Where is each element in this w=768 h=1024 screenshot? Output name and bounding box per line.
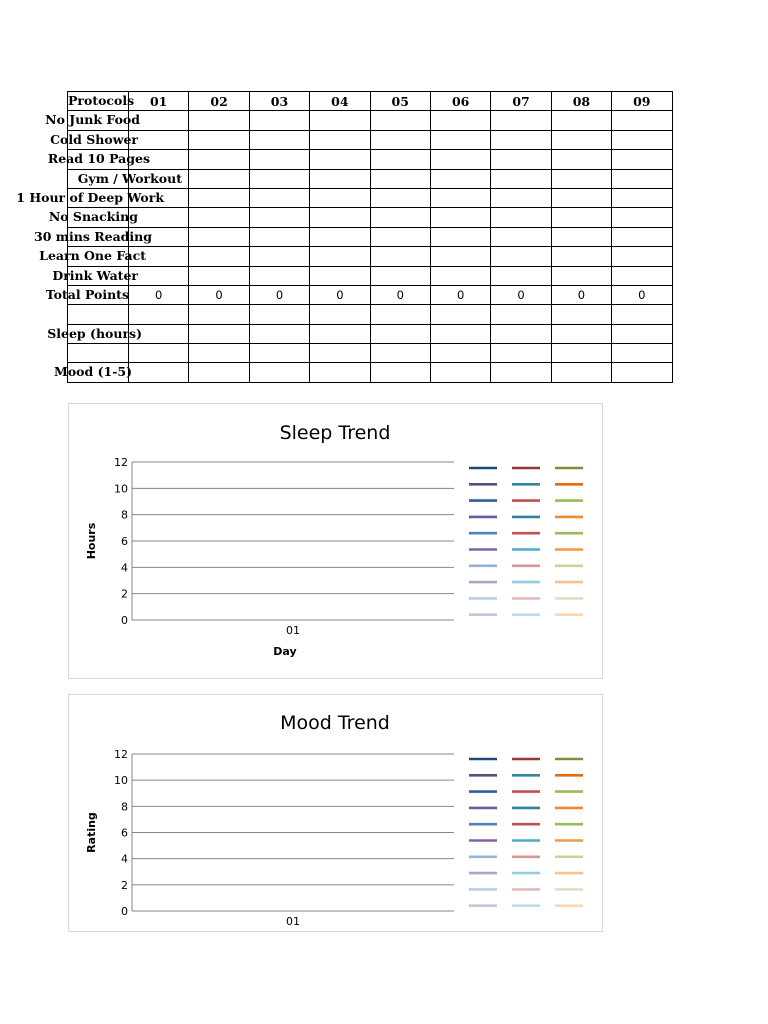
y-tick-label: 0	[121, 614, 128, 627]
row-label-text: Mood (1-5)	[53, 364, 132, 380]
table-row	[68, 111, 673, 130]
x-axis-label: Day	[273, 645, 297, 658]
table-cell[interactable]	[249, 247, 309, 266]
table-header-row	[68, 92, 673, 111]
table-cell[interactable]	[551, 227, 611, 246]
table-cell[interactable]	[370, 227, 430, 246]
table-row	[68, 169, 673, 188]
day-header-03: 03	[249, 92, 309, 111]
table-row	[68, 266, 673, 285]
y-tick-label: 4	[121, 561, 128, 575]
table-cell[interactable]	[189, 227, 249, 246]
table-row	[68, 188, 673, 207]
table-cell[interactable]	[430, 266, 490, 285]
table-cell[interactable]	[189, 324, 249, 343]
day-header-08: 08	[551, 92, 611, 111]
table-cell[interactable]	[310, 247, 370, 266]
table-cell[interactable]	[551, 305, 611, 324]
table-cell[interactable]	[612, 227, 672, 246]
table-cell[interactable]	[249, 130, 309, 149]
table-row	[68, 285, 673, 304]
day-header-04: 04	[310, 92, 370, 111]
y-tick-label: 8	[121, 508, 128, 522]
row-label-text: Learn One Fact	[39, 248, 146, 264]
y-tick-label: 6	[121, 826, 128, 840]
table-cell[interactable]	[612, 208, 672, 227]
table-cell[interactable]	[491, 150, 551, 169]
y-tick-label: 2	[121, 587, 128, 601]
table-cell[interactable]	[612, 247, 672, 266]
table-cell[interactable]	[189, 208, 249, 227]
table-cell[interactable]	[370, 324, 430, 343]
row-label-text: No Junk Food	[45, 112, 140, 128]
row-label	[16, 188, 164, 207]
y-axis-label: Rating	[85, 812, 98, 853]
table-cell[interactable]	[310, 324, 370, 343]
table-cell[interactable]	[491, 344, 551, 363]
table-cell[interactable]	[310, 169, 370, 188]
day-header-01: 01	[129, 92, 189, 111]
table-cell[interactable]	[430, 130, 490, 149]
table-cell[interactable]	[551, 188, 611, 207]
table-cell[interactable]	[189, 169, 249, 188]
row-label-text: Read 10 Pages	[47, 151, 150, 167]
table-cell[interactable]	[491, 111, 551, 130]
table-cell[interactable]	[249, 324, 309, 343]
row-label	[39, 247, 146, 266]
table-cell[interactable]	[370, 130, 430, 149]
table-cell[interactable]	[491, 169, 551, 188]
table-row	[68, 150, 673, 169]
table-cell[interactable]	[612, 188, 672, 207]
table-cell[interactable]	[189, 266, 249, 285]
table-cell[interactable]: 0	[612, 285, 672, 304]
table-cell[interactable]	[612, 130, 672, 149]
chart-svg	[69, 404, 602, 678]
table-cell[interactable]	[430, 324, 490, 343]
table-cell[interactable]	[370, 188, 430, 207]
table-cell[interactable]	[189, 247, 249, 266]
table-cell[interactable]	[551, 130, 611, 149]
table-cell[interactable]	[310, 305, 370, 324]
table-cell[interactable]: 0	[491, 285, 551, 304]
row-label	[52, 266, 138, 285]
x-tick-label: 01	[286, 624, 300, 637]
table-cell[interactable]: 0	[551, 285, 611, 304]
table-cell[interactable]: 0	[430, 285, 490, 304]
y-tick-label: 12	[114, 748, 128, 761]
table-cell[interactable]	[430, 169, 490, 188]
table-cell[interactable]: 0	[370, 285, 430, 304]
table-cell[interactable]: 0	[129, 285, 189, 304]
table-cell[interactable]	[430, 208, 490, 227]
table-cell[interactable]	[249, 266, 309, 285]
table-cell[interactable]	[249, 227, 309, 246]
table-cell[interactable]	[551, 150, 611, 169]
table-cell[interactable]	[370, 344, 430, 363]
chart-svg	[69, 695, 602, 931]
row-label-text: Gym / Workout	[77, 170, 182, 186]
row-label-text: Sleep (hours)	[47, 325, 142, 341]
row-label-text: 30 mins Reading	[34, 228, 152, 244]
table-cell[interactable]	[491, 208, 551, 227]
table-cell[interactable]	[189, 111, 249, 130]
table-cell[interactable]	[310, 188, 370, 207]
day-header-05: 05	[370, 92, 430, 111]
table-cell[interactable]	[491, 227, 551, 246]
table-cell[interactable]	[129, 363, 189, 382]
table-cell[interactable]	[370, 305, 430, 324]
row-label-text: Cold Shower	[50, 131, 138, 147]
chart-title: Mood Trend	[280, 712, 390, 734]
table-cell[interactable]	[370, 266, 430, 285]
protocol-table	[16, 91, 673, 383]
table-cell[interactable]	[310, 111, 370, 130]
table-cell[interactable]	[612, 266, 672, 285]
row-label	[68, 305, 129, 324]
y-tick-label: 10	[114, 774, 128, 788]
table-cell[interactable]	[612, 150, 672, 169]
table-cell[interactable]	[551, 363, 611, 382]
day-header-09: 09	[612, 92, 672, 111]
x-tick-label: 01	[286, 915, 300, 928]
table-cell[interactable]	[249, 169, 309, 188]
table-cell[interactable]	[310, 150, 370, 169]
row-label	[50, 130, 138, 149]
table-cell[interactable]	[491, 324, 551, 343]
table-cell[interactable]	[249, 188, 309, 207]
table-cell[interactable]: 0	[310, 285, 370, 304]
table-cell[interactable]	[189, 305, 249, 324]
table-cell[interactable]	[430, 363, 490, 382]
table-cell[interactable]	[249, 208, 309, 227]
row-label	[34, 227, 152, 246]
table-cell[interactable]	[129, 305, 189, 324]
mood-trend-chart	[68, 694, 603, 932]
table-cell[interactable]	[189, 150, 249, 169]
day-header-07: 07	[491, 92, 551, 111]
row-label	[48, 208, 138, 227]
sleep-trend-chart	[68, 403, 603, 679]
table-row	[68, 227, 673, 246]
table-row	[68, 247, 673, 266]
row-label-text: No Snacking	[48, 209, 138, 225]
table-cell[interactable]: 0	[249, 285, 309, 304]
table-cell[interactable]	[551, 208, 611, 227]
table-cell[interactable]	[310, 130, 370, 149]
table-cell[interactable]	[430, 188, 490, 207]
table-cell[interactable]	[249, 111, 309, 130]
table-cell[interactable]	[612, 344, 672, 363]
table-cell[interactable]	[430, 227, 490, 246]
row-label	[47, 150, 150, 169]
table-cell[interactable]	[491, 130, 551, 149]
table-cell[interactable]	[249, 150, 309, 169]
y-axis-label: Hours	[85, 522, 98, 560]
y-tick-label: 6	[121, 535, 128, 548]
table-cell[interactable]	[612, 305, 672, 324]
table-cell[interactable]	[370, 111, 430, 130]
header-label-text: Protocols	[68, 93, 135, 108]
row-label	[68, 344, 129, 363]
table-cell[interactable]	[189, 130, 249, 149]
table-cell[interactable]	[612, 363, 672, 382]
table-cell[interactable]	[370, 363, 430, 382]
y-tick-label: 2	[121, 878, 128, 892]
table-cell[interactable]	[491, 188, 551, 207]
row-label	[68, 169, 182, 188]
table-cell[interactable]	[189, 188, 249, 207]
table-cell[interactable]	[491, 363, 551, 382]
table-cell[interactable]	[370, 150, 430, 169]
table-cell[interactable]	[551, 324, 611, 343]
table-cell[interactable]	[612, 324, 672, 343]
row-label	[45, 285, 129, 304]
table-cell[interactable]	[430, 247, 490, 266]
row-label	[47, 324, 142, 343]
table-cell[interactable]	[310, 266, 370, 285]
table-cell[interactable]	[551, 266, 611, 285]
table-cell[interactable]	[430, 111, 490, 130]
table-cell[interactable]	[612, 169, 672, 188]
y-tick-label: 8	[121, 800, 128, 814]
row-label	[53, 363, 132, 382]
table-row	[68, 208, 673, 227]
table-cell[interactable]	[430, 344, 490, 363]
table-cell[interactable]: 0	[189, 285, 249, 304]
row-label	[45, 111, 140, 130]
day-header-02: 02	[189, 92, 249, 111]
y-tick-label: 0	[121, 905, 128, 918]
table-row	[68, 305, 673, 324]
table-row	[68, 344, 673, 363]
table-cell[interactable]	[189, 363, 249, 382]
table-cell[interactable]	[129, 344, 189, 363]
table-cell[interactable]	[189, 344, 249, 363]
table-cell[interactable]	[370, 169, 430, 188]
table-row	[68, 324, 673, 343]
table-cell[interactable]	[551, 344, 611, 363]
row-label-text: 1 Hour of Deep Work	[16, 189, 164, 205]
table-cell[interactable]	[430, 150, 490, 169]
row-label-text: Drink Water	[52, 267, 138, 283]
table-row	[68, 363, 673, 382]
y-tick-label: 10	[114, 482, 128, 496]
table-cell[interactable]	[612, 111, 672, 130]
table-cell[interactable]	[310, 208, 370, 227]
table-cell[interactable]	[551, 169, 611, 188]
table-row	[68, 130, 673, 149]
table-cell[interactable]	[551, 111, 611, 130]
row-label-text: Total Points	[45, 286, 129, 302]
table-header-label	[68, 92, 135, 111]
table-cell[interactable]	[491, 247, 551, 266]
table-cell[interactable]	[491, 266, 551, 285]
table-cell[interactable]	[310, 227, 370, 246]
y-tick-label: 12	[114, 456, 128, 469]
table-cell[interactable]	[310, 344, 370, 363]
table-cell[interactable]	[551, 247, 611, 266]
table-cell[interactable]	[430, 305, 490, 324]
table-cell[interactable]	[370, 247, 430, 266]
table-cell[interactable]	[370, 208, 430, 227]
table-cell[interactable]	[249, 344, 309, 363]
table-cell[interactable]	[310, 363, 370, 382]
y-tick-label: 4	[121, 852, 128, 866]
table-cell[interactable]	[249, 305, 309, 324]
day-header-06: 06	[430, 92, 490, 111]
table-cell[interactable]	[491, 305, 551, 324]
chart-title: Sleep Trend	[279, 422, 391, 444]
table-cell[interactable]	[249, 363, 309, 382]
